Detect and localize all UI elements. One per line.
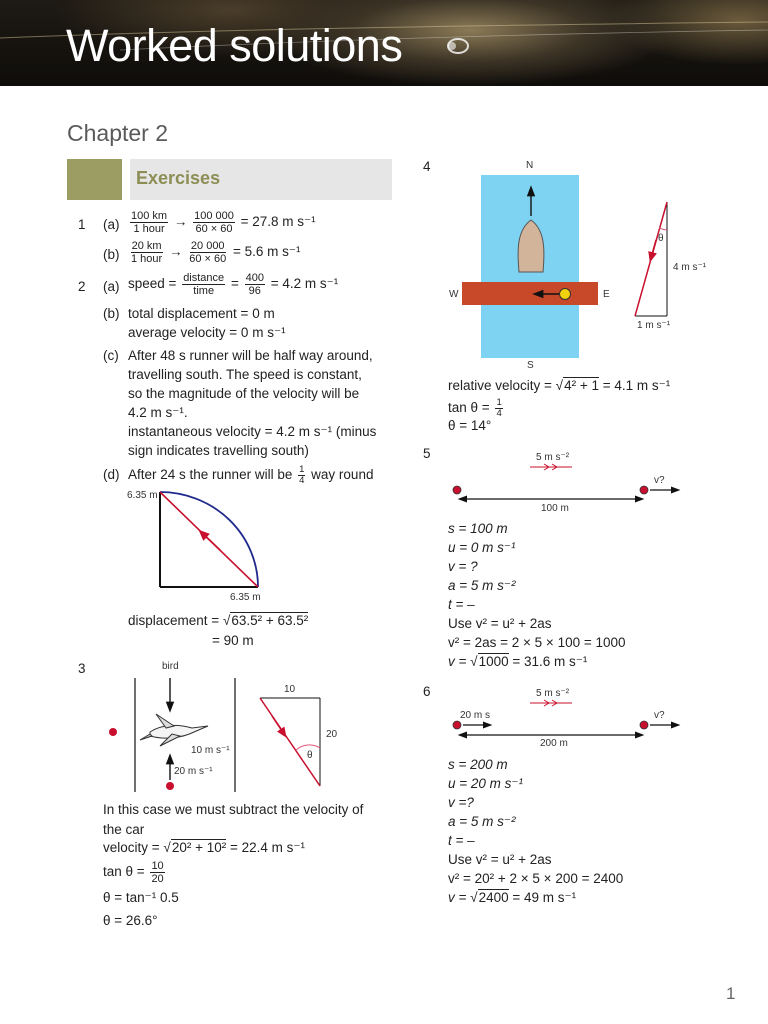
q2c-line-1: After 48 s runner will be half way around, (128, 348, 373, 363)
q6-distance-label: 200 m (540, 738, 568, 749)
q6-line-substitution: v² = 20² + 2 × 5 × 200 = 2400 (448, 871, 624, 886)
q3-tan-fraction: $\frac{10}{20}$ (151, 860, 164, 885)
bird-icon (140, 714, 208, 746)
question-number-3: 3 (78, 661, 86, 676)
q3-theta-label: θ (307, 750, 313, 761)
q3-triangle-top-label: 10 (284, 684, 296, 695)
question-number-6: 6 (423, 684, 431, 699)
q1a-label: (a) (103, 217, 120, 232)
q4-theta-label: θ (658, 233, 664, 244)
q4-side-velocity: 4 m s⁻¹ (673, 262, 707, 273)
section-accent-block (67, 159, 122, 200)
q2a-equation: speed = distance time = $\frac{400}{96}$ = 4.2 m s⁻¹ (128, 272, 339, 297)
q2b-label: (b) (103, 306, 120, 321)
question-number-4: 4 (423, 159, 431, 174)
q6-line-equation: Use v² = u² + 2as (448, 852, 552, 867)
q2d-quarter-circle-diagram (150, 485, 275, 595)
q5-line-v: v = ? (448, 559, 478, 574)
q5-line-equation: Use v² = u² + 2as (448, 616, 552, 631)
q1a-equation: 100 km 1 hour → $\frac{100 000}{60 \times 60}$ = 27.8 m s⁻¹ (131, 210, 316, 235)
q5-acceleration-label: 5 m s⁻² (536, 452, 570, 463)
q5-final-velocity-label: v? (654, 475, 665, 486)
q1b-fraction-2: $\frac{20 000}{60 \times 60}$ (189, 240, 227, 265)
q6-final-velocity-label: v? (654, 710, 665, 721)
q3-bird-label: bird (162, 661, 179, 672)
q6-initial-velocity-label: 20 m s (460, 710, 491, 721)
q2d-quarter-fraction: $\frac{1}{4}$ (299, 464, 305, 486)
q6-line-v: v =? (448, 795, 474, 810)
q4-east-label: E (603, 289, 610, 300)
q4-south-label: S (527, 360, 534, 371)
q5-line-substitution: v² = 2as = 2 × 5 × 100 = 1000 (448, 635, 626, 650)
q2c-line-4: 4.2 m s⁻¹. (128, 405, 188, 420)
q6-acceleration-label: 5 m s⁻² (536, 688, 570, 699)
q1a-fraction-1: 100 km 1 hour (131, 210, 168, 235)
q4-relative-velocity: relative velocity = √4² + 1 = 4.1 m s⁻¹ (448, 378, 671, 393)
q5-line-t: t = – (448, 597, 475, 612)
q1b-fraction-1: 20 km 1 hour (131, 240, 163, 265)
q3-triangle-side-label: 20 (326, 729, 338, 740)
q6-line-u: u = 20 m s⁻¹ (448, 776, 524, 791)
page-title: Worked solutions (66, 20, 403, 71)
q4-tan-fraction: $\frac{1}{4}$ (496, 397, 502, 419)
q5-line-a: a = 5 m s⁻² (448, 578, 516, 593)
q3-velocity: velocity = √20² + 10² = 22.4 m s⁻¹ (103, 840, 306, 855)
question-number-1: 1 (78, 217, 86, 232)
q4-tan: tan θ = $\frac{1}{4}$ (448, 397, 502, 419)
q2a-label: (a) (103, 279, 120, 294)
q4-west-label: W (449, 289, 459, 300)
q3-car-velocity: 20 m s⁻¹ (174, 766, 213, 777)
q4-answer: θ = 14° (448, 418, 492, 433)
q6-line-s: s = 200 m (448, 757, 508, 772)
q2c-line-2: travelling south. The speed is constant, (128, 367, 362, 382)
page-number: 1 (726, 984, 736, 1003)
q4-river-diagram (455, 170, 705, 360)
q3-inverse: θ = tan⁻¹ 0.5 (103, 890, 179, 905)
q3-bird-velocity: 10 m s⁻¹ (191, 745, 230, 756)
q2b-line-1: total displacement = 0 m (128, 306, 275, 321)
q6-line-result: v = √2400 = 49 m s⁻¹ (448, 890, 577, 905)
q2d-displacement: displacement = √63.5² + 63.5² (128, 613, 309, 628)
q2a-fraction-1: distance time (183, 272, 225, 297)
q2b-line-2: average velocity = 0 m s⁻¹ (128, 325, 286, 340)
q1b-label: (b) (103, 247, 120, 262)
q6-motion-diagram (448, 698, 688, 744)
q3-line-1: In this case we must subtract the velocity of (103, 802, 364, 817)
q5-line-u: u = 0 m s⁻¹ (448, 540, 516, 555)
q6-line-t: t = – (448, 833, 475, 848)
q2a-fraction-2: $\frac{400}{96}$ (245, 272, 264, 297)
section-heading: Exercises (136, 168, 221, 188)
header-banner (0, 0, 768, 86)
q2d-label-horizontal: 6.35 m (230, 592, 261, 603)
q3-tan: tan θ = $\frac{10}{20}$ (103, 860, 164, 885)
q2c-line-3: so the magnitude of the velocity will be (128, 386, 360, 401)
q3-answer: θ = 26.6° (103, 913, 158, 928)
q2d-text: After 24 s the runner will be $\frac{1}{4}$ way round (128, 464, 374, 486)
q2d-displacement-result: = 90 m (212, 633, 254, 648)
question-number-5: 5 (423, 446, 431, 461)
q5-line-result: v = √1000 = 31.6 m s⁻¹ (448, 654, 588, 669)
q1b-equation: 20 km 1 hour → $\frac{20 000}{60 \times 60}$ = 5.6 m s⁻¹ (131, 240, 301, 265)
q3-line-2: the car (103, 822, 145, 837)
q1a-fraction-2: $\frac{100 000}{60 \times 60}$ (194, 210, 234, 235)
q2c-line-6: sign indicates travelling south) (128, 443, 309, 458)
q5-line-s: s = 100 m (448, 521, 508, 536)
q2c-label: (c) (103, 348, 119, 363)
q4-north-label: N (526, 160, 534, 171)
q2d-label: (d) (103, 467, 120, 482)
bridge-bar (462, 282, 598, 305)
q6-line-a: a = 5 m s⁻² (448, 814, 516, 829)
q5-distance-label: 100 m (541, 503, 569, 514)
q2d-label-vertical: 6.35 m (127, 490, 158, 501)
q3-bird-diagram (100, 674, 350, 794)
q4-base-velocity: 1 m s⁻¹ (637, 320, 671, 331)
chapter-heading: Chapter 2 (67, 120, 169, 146)
question-number-2: 2 (78, 279, 86, 294)
q2c-line-5: instantaneous velocity = 4.2 m s⁻¹ (minus (128, 424, 377, 439)
